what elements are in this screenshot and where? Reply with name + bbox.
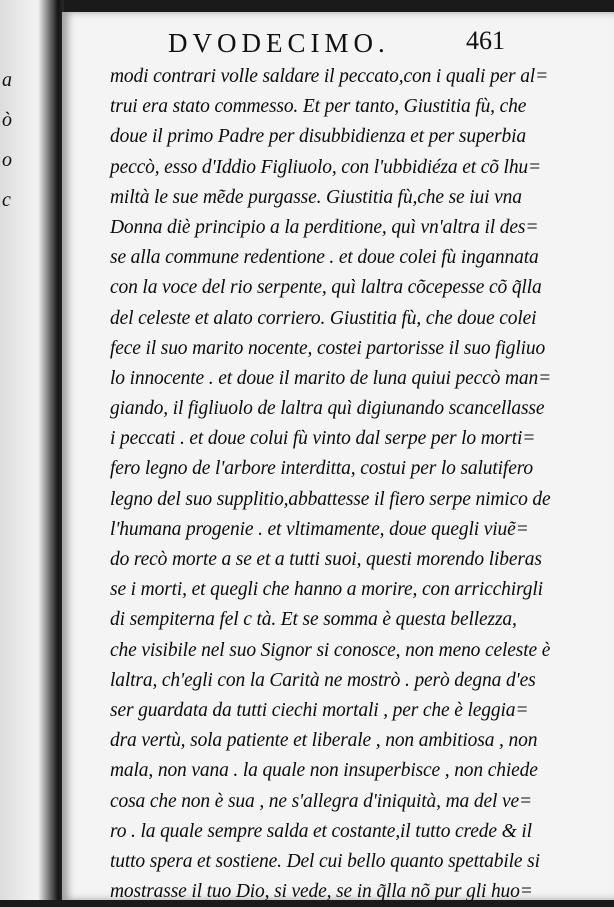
text-line: tutto spera et sostiene. Del cui bello quanto spettabile si bbox=[110, 850, 540, 872]
text-line: modi contrari volle saldare il peccato,con i quali per al= bbox=[110, 66, 549, 87]
text-line: trui era stato commesso. Et per tanto, Giustitia fù, che bbox=[110, 96, 527, 118]
text-line: del celeste et alato corriero. Giustitia fù, che doue colei bbox=[110, 307, 537, 329]
text-line: laltra, ch'egli con la Carità ne mostrò . però degna d'es bbox=[110, 669, 536, 691]
text-line: giando, il figliuolo de laltra quì digiunando scancellasse bbox=[110, 398, 545, 420]
facing-page-fragments bbox=[2, 60, 22, 220]
text-line: dra vertù, sola patiente et liberale , non ambitiosa , non bbox=[110, 730, 538, 752]
text-line: Donna diè principio a la perditione, quì vn'altra il des= bbox=[110, 216, 539, 238]
page-number: 461 bbox=[466, 26, 505, 55]
text-line: se alla commune redentione . et doue colei fù ingannata bbox=[110, 247, 539, 269]
running-title: DVODECIMO. bbox=[168, 28, 390, 58]
fragment-letter: a bbox=[2, 69, 12, 91]
fragment-letter: c bbox=[2, 189, 11, 211]
text-line: mostrasse il tuo Dio, si vede, se in q̃lla nõ pur gli huo= bbox=[110, 881, 533, 903]
text-line: i peccati . et doue colui fù vinto dal serpe per lo morti= bbox=[110, 428, 536, 450]
text-line: ro . la quale sempre salda et costante,il tutto crede & il bbox=[110, 820, 532, 842]
text-line: fece il suo marito nocente, costei partorisse il suo figliuo bbox=[110, 337, 546, 359]
text-line: fero legno de l'arbore interditta, costui per lo salutifero bbox=[110, 458, 534, 480]
text-line: l'humana progenie . et vltimamente, doue quegli viuẽ= bbox=[110, 518, 529, 540]
text-line: con la voce del rio serpente, quì laltra cõcepesse cõ q̃lla bbox=[110, 277, 542, 299]
text-line: mala, non vana . la quale non insuperbisce , non chiede bbox=[110, 760, 538, 782]
text-line: che visibile nel suo Signor si conosce, non meno celeste è bbox=[110, 639, 551, 661]
text-line: cosa che non è sua , ne s'allegra d'iniquità, ma del ve= bbox=[110, 790, 532, 812]
text-line: miltà le sue mẽde purgasse. Giustitia fù,che se iui vna bbox=[110, 186, 522, 208]
text-line: lo innocente . et doue il marito de luna quiui peccò man= bbox=[110, 367, 552, 389]
text-line: legno del suo supplitio,abbattesse il fiero serpe nimico de bbox=[110, 488, 551, 510]
fragment-letter: ò bbox=[2, 109, 12, 131]
text-line: do recò morte a se et a tutti suoi, questi morendo liberas bbox=[110, 549, 542, 570]
text-line: peccò, esso d'Iddio Figliuolo, con l'ubbidiéza et cõ lhu= bbox=[110, 156, 542, 178]
text-line: se i morti, et quegli che hanno a morire, con arricchirgli bbox=[110, 579, 543, 601]
body-text bbox=[110, 62, 550, 907]
text-line: ser guardata da tutti ciechi mortali , per che è leggia= bbox=[110, 699, 529, 721]
text-line: di sempiterna fel c tà. Et se somma è questa bellezza, bbox=[110, 609, 517, 631]
text-line: doue il primo Padre per disubbidienza et per superbia bbox=[110, 126, 526, 148]
page-header bbox=[104, 24, 594, 64]
fragment-letter: o bbox=[2, 149, 12, 171]
